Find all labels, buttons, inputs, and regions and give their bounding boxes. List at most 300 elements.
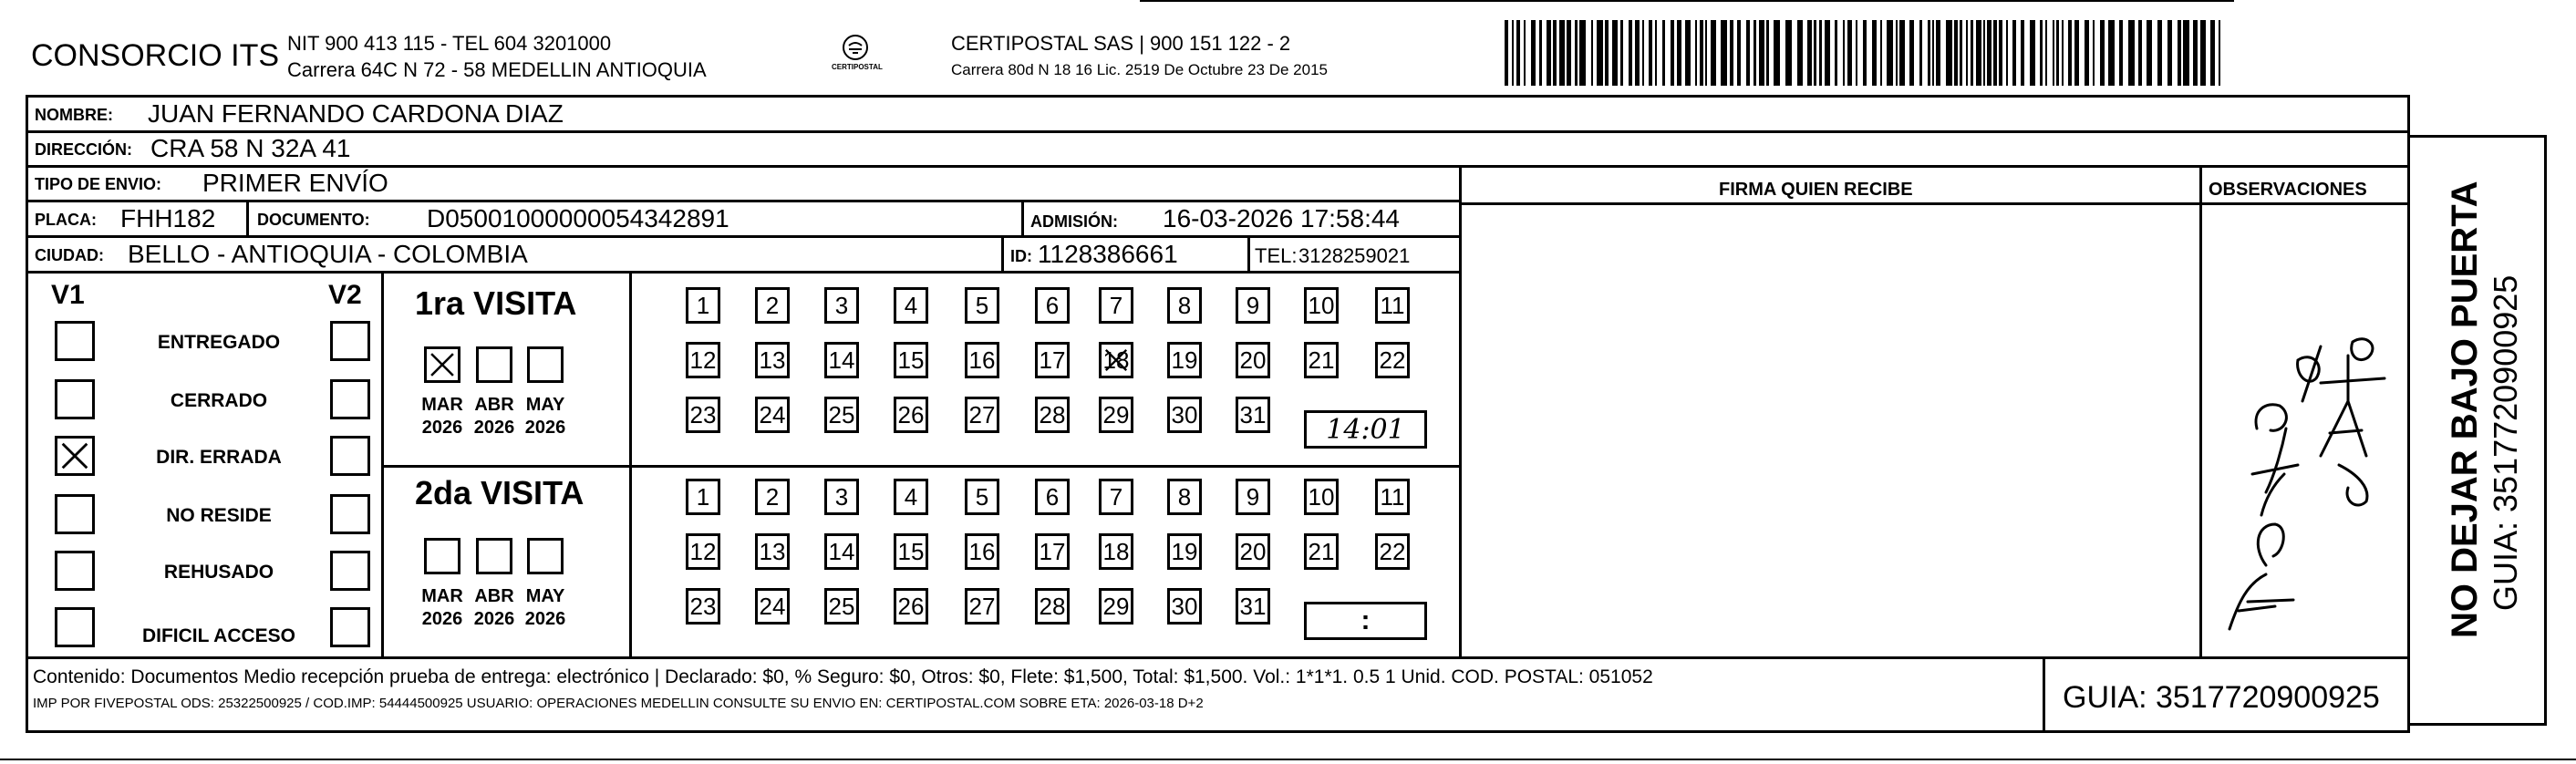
company-nit: NIT 900 413 115 - TEL 604 3201000 [287,32,612,55]
month-checkbox[interactable] [476,346,512,383]
day-number: 1 [696,291,710,319]
day-number: 26 [897,400,925,428]
barcode-bar [1567,20,1571,86]
barcode-bar [2147,20,2152,86]
barcode-bar [1579,20,1586,86]
barcode-bar [1649,20,1652,86]
admision-divider [1021,200,1024,236]
day-box[interactable] [1035,287,1070,324]
v2-checkbox[interactable] [330,494,370,534]
barcode-bar [1642,20,1644,86]
day-box[interactable] [1099,342,1133,378]
barcode-bar [1825,20,1830,86]
barcode-bar [1983,20,1985,86]
month-checkbox[interactable] [424,346,460,383]
barcode-bar [2056,20,2059,86]
barcode-bar [1847,20,1852,86]
barcode-bar [1993,20,1997,86]
barcode-bar [1620,20,1623,86]
barcode-bar [1721,20,1727,86]
day-number: 17 [1039,537,1066,565]
month-checkbox[interactable] [424,538,460,574]
day-box[interactable] [1167,588,1202,625]
barcode-bar [1976,20,1981,86]
day-box[interactable] [894,479,928,515]
nombre-label: NOMBRE: [35,106,113,124]
day-box[interactable] [965,533,999,570]
day-number: 25 [828,592,855,620]
barcode-bar [2178,20,2181,86]
barcode-bar [1629,20,1632,86]
option-label: DIFICIL ACCESO [141,625,295,646]
day-box[interactable] [1304,342,1339,378]
company-name: CONSORCIO ITS [31,38,280,73]
month-year: 2026 [524,418,566,438]
day-number: 28 [1039,592,1066,620]
day-number: 18 [1102,537,1130,565]
day-box[interactable] [1236,533,1270,570]
day-number: 1 [696,482,710,511]
month-name: MAY [525,395,565,415]
day-box[interactable] [686,479,720,515]
month-checkbox[interactable] [476,538,512,574]
v1-checkbox[interactable] [55,321,95,361]
barcode-bar [1531,20,1536,86]
barcode-bar [2068,20,2072,86]
day-box[interactable] [824,533,859,570]
day-number: 6 [1045,482,1060,511]
day-box[interactable] [894,342,928,378]
day-box[interactable] [1236,397,1270,433]
tipo-envio-label: TIPO DE ENVIO: [35,175,162,193]
days-left-border [629,271,632,657]
nombre-value: JUAN FERNANDO CARDONA DIAZ [148,99,564,128]
barcode-bar [1711,20,1716,86]
day-number: 17 [1039,346,1066,374]
barcode-bar [1966,20,1968,86]
day-box[interactable] [824,588,859,625]
month-checkbox[interactable] [527,538,564,574]
day-number: 19 [1171,346,1198,374]
day-box[interactable] [1167,397,1202,433]
barcode-bar [1932,20,1934,86]
month-name: MAR [421,586,463,606]
barcode-bar [1774,20,1780,86]
day-number: 8 [1177,291,1192,319]
day-number: 30 [1171,400,1198,428]
v1-checkbox[interactable] [55,436,95,476]
barcode-bar [2093,20,2095,86]
day-number: 23 [689,592,717,620]
barcode-bar [1971,20,1973,86]
day-number: 28 [1039,400,1066,428]
barcode-bar [1547,20,1551,86]
option-label: DIR. ERRADA [156,447,282,468]
barcode [1505,20,2225,86]
day-number: 6 [1045,291,1060,319]
day-number: 11 [1380,482,1405,511]
day-number: 29 [1102,592,1130,620]
day-number: 3 [834,482,849,511]
day-box[interactable] [824,287,859,324]
v1-header: V1 [51,280,85,310]
day-box[interactable] [894,533,928,570]
barcode-bar [1677,20,1681,86]
barcode-bar [2085,20,2089,86]
day-box[interactable] [686,588,720,625]
barcode-bar [1737,20,1741,86]
day-number: 2 [765,482,780,511]
first-visit-title: 1ra VISITA [415,284,577,322]
day-box[interactable] [1099,533,1133,570]
month-label [518,585,573,631]
barcode-bar [1539,20,1542,86]
day-box[interactable] [755,397,790,433]
tel-label: TEL: [1255,244,1298,267]
bottom-cut-line [0,759,2576,760]
month-label [415,585,470,631]
day-box[interactable] [755,479,790,515]
month-year: 2026 [421,609,463,629]
row-divider-3 [26,200,1462,202]
day-box[interactable] [686,342,720,378]
day-box[interactable] [894,397,928,433]
barcode-bar [1695,20,1697,86]
day-number: 7 [1109,291,1123,319]
day-box[interactable] [965,342,999,378]
day-box[interactable] [1099,397,1133,433]
day-box[interactable] [755,533,790,570]
observaciones-handwriting [2211,328,2403,638]
barcode-bar [1899,20,1905,86]
month-label [415,394,470,439]
v2-header: V2 [328,280,362,310]
day-box[interactable] [965,397,999,433]
barcode-bar [1516,20,1520,86]
barcode-bar [1766,20,1769,86]
month-year: 2026 [473,418,515,438]
day-box[interactable] [1035,397,1070,433]
day-number: 31 [1239,400,1267,428]
placa-divider [246,200,249,236]
month-name: MAR [421,395,463,415]
day-number: 26 [897,592,925,620]
barcode-bar [1928,20,1930,86]
barcode-bar [1954,20,1958,86]
day-box[interactable] [1375,287,1410,324]
documento-value: D05001000000054342891 [427,204,729,232]
barcode-bar [2200,20,2206,86]
barcode-bar [2053,20,2054,86]
day-number: 13 [759,346,786,374]
certipostal-address: Carrera 80d N 18 16 Lic. 2519 De Octubre 23 De 2015 [951,61,1328,78]
day-number: 7 [1109,482,1123,511]
barcode-bar [1754,20,1756,86]
signature-left-border [1459,165,1462,657]
day-box[interactable] [755,588,790,625]
barcode-bar [2030,20,2035,86]
day-number: 5 [975,291,989,319]
day-box[interactable] [1035,479,1070,515]
day-number: 15 [897,346,925,374]
v2-checkbox[interactable] [330,436,370,476]
tipo-envio-value: PRIMER ENVÍO [202,169,388,197]
month-name: ABR [474,395,514,415]
barcode-bar [1887,20,1893,86]
barcode-bar [1524,20,1526,86]
side-warning: NO DEJAR BAJO PUERTA [2445,181,2485,638]
day-box[interactable] [1236,588,1270,625]
barcode-bar [1946,20,1952,86]
month-label [518,394,573,439]
footer-contenido: Contenido: Documentos Medio recepción prueba de entrega: electrónico | Declarado: $0, % Seguro: $0, Otros: $0, Flete: $1,500, Total: $1,500. Vol.: 1*1*1. 0.5 1 Unid. COD. POSTAL: 051052 [33,666,1653,687]
month-label [467,585,522,631]
direccion-label: DIRECCIÓN: [35,140,132,159]
barcode-bar [1662,20,1665,86]
day-number: 31 [1239,592,1267,620]
barcode-bar [1730,20,1733,86]
v2-checkbox[interactable] [330,379,370,419]
observaciones-header: OBSERVACIONES [2209,180,2367,200]
option-label: CERRADO [170,390,268,411]
direccion-value: CRA 58 N 32A 41 [150,134,351,162]
day-number: 14 [828,346,855,374]
day-number: 12 [689,537,717,565]
barcode-bar [1559,20,1565,86]
barcode-bar [2128,20,2135,86]
day-box[interactable] [1304,533,1339,570]
day-number: 4 [904,482,918,511]
day-number: 20 [1239,537,1267,565]
day-number: 10 [1308,482,1335,511]
month-year: 2026 [421,418,463,438]
barcode-bar [1597,20,1603,86]
option-label: NO RESIDE [166,505,272,526]
barcode-bar [1919,20,1922,86]
day-number: 13 [759,537,786,565]
day-box[interactable] [965,479,999,515]
day-box[interactable] [1236,287,1270,324]
v2-checkbox[interactable] [330,321,370,361]
barcode-bar [1863,20,1867,86]
day-number: 14 [828,537,855,565]
day-number: 4 [904,291,918,319]
barcode-bar [1909,20,1914,86]
month-label [467,394,522,439]
day-number: 29 [1102,400,1130,428]
day-box[interactable] [1099,479,1133,515]
certipostal-title: CERTIPOSTAL SAS | 900 151 122 - 2 [951,32,1291,55]
side-top-border [2407,135,2547,138]
day-box[interactable] [1167,342,1202,378]
logo-text: CERTIPOSTAL [832,63,883,71]
barcode-bar [1856,20,1857,86]
day-box[interactable] [755,342,790,378]
visit-middle-divider [381,465,1462,468]
barcode-bar [1635,20,1640,86]
day-number: 27 [968,592,996,620]
day-number: 25 [828,400,855,428]
barcode-bar [2183,20,2189,86]
day-box[interactable] [1304,287,1339,324]
day-box[interactable] [965,588,999,625]
day-box[interactable] [824,397,859,433]
barcode-bar [2074,20,2079,86]
day-box[interactable] [1375,342,1410,378]
day-box[interactable] [1035,342,1070,378]
day-number: 15 [897,537,925,565]
day-box[interactable] [1236,342,1270,378]
month-year: 2026 [524,609,566,629]
day-box[interactable] [686,533,720,570]
second-visit-time-box [1304,602,1427,640]
day-number: 11 [1380,291,1405,319]
day-box[interactable] [965,287,999,324]
row-divider-4 [26,235,1462,238]
ciudad-label: CIUDAD: [35,246,104,264]
barcode-bar [1999,20,2002,86]
month-name: ABR [474,586,514,606]
day-number: 10 [1308,291,1335,319]
day-number: 12 [689,346,717,374]
day-box[interactable] [1304,479,1339,515]
barcode-bar [2210,20,2215,86]
v1-checkbox[interactable] [55,379,95,419]
day-box[interactable] [1035,588,1070,625]
id-divider [1001,235,1004,272]
day-number: 21 [1308,537,1335,565]
day-box[interactable] [894,588,928,625]
barcode-bar [1759,20,1764,86]
barcode-bar [2100,20,2105,86]
barcode-bar [1685,20,1691,86]
first-visit-time: 14:01 [1326,413,1405,446]
v1-checkbox[interactable] [55,551,95,591]
observaciones-left-border [2199,165,2202,657]
barcode-bar [1575,20,1578,86]
barcode-bar [1987,20,1991,86]
day-box[interactable] [824,342,859,378]
row-divider-1 [26,130,2410,133]
day-box[interactable] [686,287,720,324]
day-number: 5 [975,482,989,511]
barcode-bar [1814,20,1816,86]
month-name: MAY [525,586,565,606]
footer-guia-divider [2043,656,2045,733]
barcode-bar [2157,20,2162,86]
footer-imp: IMP POR FIVEPOSTAL ODS: 25322500925 / COD.IMP: 54444500925 USUARIO: OPERACIONES MEDELLIN CONSULTE SU ENVIO EN: CERTIPOSTAL.COM SOBRE ETA: 2026-03-18 D+2 [33,696,1204,711]
barcode-bar [1705,20,1707,86]
day-number: 19 [1171,537,1198,565]
barcode-bar [1700,20,1703,86]
day-number: 3 [834,291,849,319]
signature-header-divider [1459,202,2410,205]
second-visit-title: 2da VISITA [415,474,585,511]
day-box[interactable] [1236,479,1270,515]
barcode-bar [1553,20,1557,86]
day-box[interactable] [755,287,790,324]
barcode-bar [1896,20,1898,86]
v1-checkbox[interactable] [55,494,95,534]
side-bottom-border [2407,723,2547,726]
day-number: 22 [1379,346,1406,374]
day-box[interactable] [1167,479,1202,515]
placa-label: PLACA: [35,211,97,229]
footer-guia: GUIA: 3517720900925 [2063,680,2380,715]
barcode-bar [2219,20,2220,86]
day-box[interactable] [1167,533,1202,570]
day-number: 16 [968,537,996,565]
day-number: 30 [1171,592,1198,620]
day-number: 22 [1379,537,1406,565]
day-box[interactable] [1099,287,1133,324]
barcode-bar [1671,20,1674,86]
barcode-bar [2167,20,2172,86]
month-checkbox[interactable] [527,346,564,383]
barcode-bar [2062,20,2064,86]
barcode-bar [2021,20,2024,86]
day-box[interactable] [824,479,859,515]
option-label: REHUSADO [163,562,274,583]
barcode-bar [1960,20,1962,86]
day-box[interactable] [1375,479,1410,515]
day-number: 21 [1308,346,1335,374]
barcode-bar [2012,20,2016,86]
day-box[interactable] [1099,588,1133,625]
id-value: 1128386661 [1038,240,1178,268]
barcode-bar [1746,20,1750,86]
top-cut-line [1140,0,2234,2]
barcode-bar [1655,20,1657,86]
v1-checkbox[interactable] [55,607,95,647]
day-box[interactable] [1167,287,1202,324]
v2-checkbox[interactable] [330,551,370,591]
id-label: ID: [1010,247,1032,265]
barcode-bar [2045,20,2047,86]
documento-label: DOCUMENTO: [257,211,370,229]
barcode-bar [1785,20,1792,86]
barcode-bar [2138,20,2142,86]
day-number: 23 [689,400,717,428]
placa-value: FHH182 [120,204,216,232]
day-box[interactable] [1375,533,1410,570]
barcode-bar [1880,20,1882,86]
barcode-bar [1591,20,1593,86]
v2-checkbox[interactable] [330,607,370,647]
barcode-bar [2108,20,2115,86]
row-divider-2 [26,165,2410,168]
barcode-bar [1807,20,1812,86]
barcode-bar [1835,20,1837,86]
barcode-bar [1872,20,1877,86]
month-year: 2026 [473,609,515,629]
day-box[interactable] [894,287,928,324]
certipostal-logo-icon [832,29,883,77]
day-number: 9 [1246,291,1260,319]
firma-header: FIRMA QUIEN RECIBE [1719,180,1913,200]
day-number: 8 [1177,482,1192,511]
day-number: 2 [765,291,780,319]
second-visit-time: : [1360,605,1371,635]
day-box[interactable] [686,397,720,433]
day-number: 24 [759,400,786,428]
barcode-bar [1797,20,1803,86]
barcode-bar [1512,20,1514,86]
day-box[interactable] [1035,533,1070,570]
ciudad-value: BELLO - ANTIOQUIA - COLOMBIA [128,240,528,268]
barcode-bar [1936,20,1940,86]
day-number: 9 [1246,482,1260,511]
